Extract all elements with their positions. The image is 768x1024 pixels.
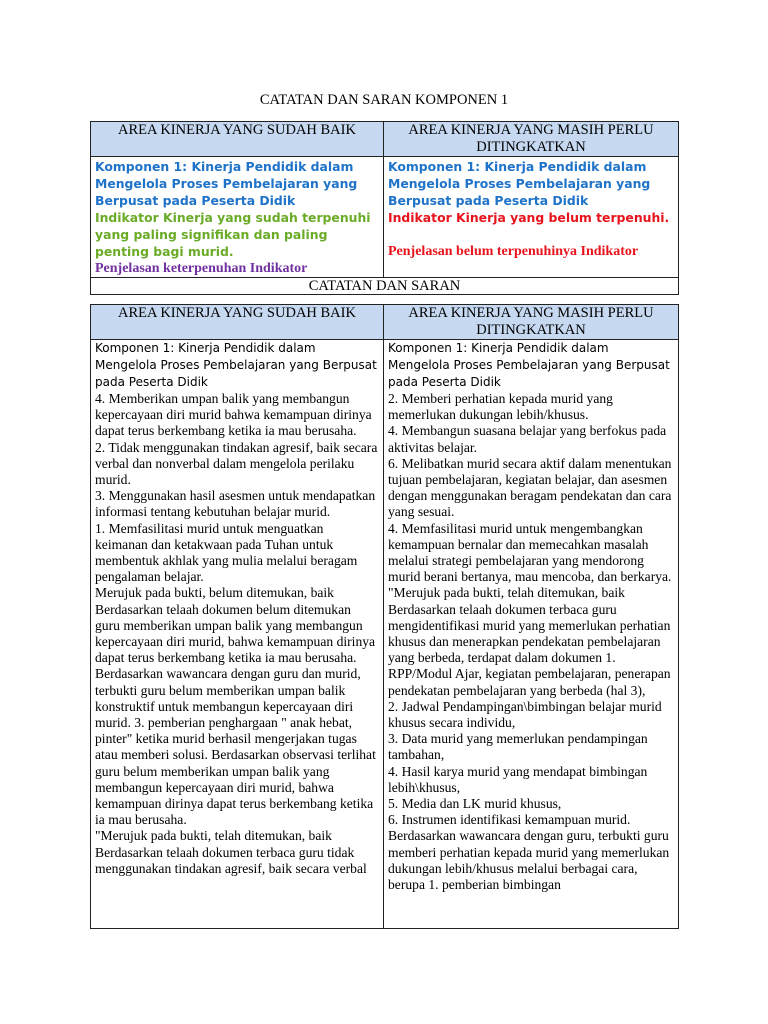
filled-table bbox=[90, 304, 679, 929]
catatan-dan-saran-row: CATATAN DAN SARAN bbox=[91, 278, 679, 295]
list-item: 5. Media dan LK murid khusus, bbox=[388, 796, 562, 812]
perlu-ditingkatkan-content bbox=[388, 340, 674, 928]
komponen-label: Komponen 1: Kinerja Pendidik dalam Mengelola Proses Pembelajaran yang Berpusat pada Peserta Didik bbox=[95, 159, 358, 208]
list-item: 2. Memberi perhatian kepada murid yang memerlukan dukungan lebih/khusus. bbox=[388, 391, 613, 423]
list-item: 4. Memfasilitasi murid untuk mengembangkan kemampuan bernalar dan memecahkan masalah melalui strategi pembelajaran yang mendorong murid berani bertanya, mau mencoba, dan berkarya. bbox=[388, 520, 672, 585]
header-perlu-ditingkatkan: AREA KINERJA YANG MASIH PERLU DITINGKATKAN bbox=[384, 305, 679, 340]
indikator-belum-label: Indikator Kinerja yang belum terpenuhi. bbox=[388, 210, 670, 225]
komponen-text: Komponen 1: Kinerja Pendidik dalam Mengelola Proses Pembelajaran yang Berpusat pada Peserta Didik bbox=[388, 341, 670, 389]
list-item: 2. Tidak menggunakan tindakan agresif, baik secara verbal dan nonverbal dalam mengelola perilaku murid. bbox=[95, 439, 378, 488]
evidence-paragraph: Berdasarkan wawancara dengan guru, terbukti guru memberi perhatian kepada murid yang memerlukan dukungan lebih/khusus melalui berbagai cara, berupa 1. pemberian bimbingan bbox=[388, 828, 670, 893]
komponen-label: Komponen 1: Kinerja Pendidik dalam Mengelola Proses Pembelajaran yang Berpusat pada Peserta Didik bbox=[388, 159, 651, 208]
list-item: 4. Hasil karya murid yang mendapat bimbingan lebih\khusus, bbox=[388, 763, 648, 795]
evidence-paragraph: Merujuk pada bukti, belum ditemukan, baik Berdasarkan telaah dokumen belum ditemukan guru memberikan umpan balik yang membangun kepercayaan diri murid, bahwa kemampuan dirinya dapat terus berkembang ketika ia mau berusaha. Berdasarkan wawancara dengan guru dan murid, terbukti guru belum memberikan umpan balik konstruktif untuk membangun kepercayaan diri murid. 3. pemberian penghargaan " anak hebat, pinter" ketika murid berhasil mengerjakan tugas atau memberi solusi. Berdasarkan observasi terlihat guru belum memberikan umpan balik yang membangun kepercayaan diri murid, bahwa kemampuan dirinya dapat terus berkembang ketika ia mau berusaha. bbox=[95, 585, 376, 828]
indikator-terpenuhi-label: Indikator Kinerja yang sudah terpenuhi yang paling signifikan dan paling penting bagi murid. bbox=[95, 210, 371, 259]
evidence-paragraph: "Merujuk pada bukti, telah ditemukan, baik Berdasarkan telaah dokumen terbaca guru tidak menggunakan tindakan agresif, baik secara verbal bbox=[95, 828, 367, 876]
list-item: 2. Jadwal Pendampingan\bimbingan belajar murid khusus secara individu, bbox=[388, 698, 662, 731]
list-item: 3. Data murid yang memerlukan pendampingan tambahan, bbox=[388, 731, 648, 763]
template-table bbox=[90, 121, 679, 295]
komponen-text: Komponen 1: Kinerja Pendidik dalam Mengelola Proses Pembelajaran yang Berpusat pada Peserta Didik bbox=[95, 341, 377, 389]
list-item: 3. Menggunakan hasil asesmen untuk mendapatkan informasi tentang kebutuhan belajar murid. bbox=[95, 488, 376, 520]
header-sudah-baik: AREA KINERJA YANG SUDAH BAIK bbox=[91, 305, 384, 340]
list-item: 6. Instrumen identifikasi kemampuan murid. bbox=[388, 812, 631, 828]
penjelasan-belum-label: Penjelasan belum terpenuhinya Indikator bbox=[388, 244, 639, 259]
list-item: 6. Melibatkan murid secara aktif dalam menentukan tujuan pembelajaran, kegiatan belajar, dan asesmen dengan menggunakan beragam pendekatan dan cara yang sesuai. bbox=[388, 455, 672, 520]
list-item: 1. Memfasilitasi murid untuk menguatkan keimanan dan ketakwaan pada Tuhan untuk membentuk akhlak yang mulia melalui beragam pengalaman belajar. bbox=[95, 520, 358, 585]
header-perlu-ditingkatkan: AREA KINERJA YANG MASIH PERLU DITINGKATKAN bbox=[384, 122, 679, 157]
sudah-baik-content bbox=[95, 340, 379, 928]
evidence-paragraph: "Merujuk pada bukti, telah ditemukan, baik Berdasarkan telaah dokumen terbaca guru mengidentifikasi murid yang memerlukan perhatian khusus dan menerapkan pendekatan pembelajaran yang berbeda, terdapat dalam dokumen 1. RPP/Modul Ajar, kegiatan pembelajaran, penerapan pendekatan pembelajaran yang berbeda (hal 3), bbox=[388, 585, 671, 698]
penjelasan-label: Penjelasan keterpenuhan Indikator bbox=[95, 261, 308, 276]
document-title: CATATAN DAN SARAN KOMPONEN 1 bbox=[259, 92, 509, 108]
list-item: 4. Membangun suasana belajar yang berfokus pada aktivitas belajar. bbox=[388, 423, 667, 455]
list-item: 4. Memberikan umpan balik yang membangun kepercayaan diri murid bahwa kemampuan dirinya dapat terus berkembang ketika ia mau berusaha. bbox=[95, 391, 372, 439]
header-sudah-baik: AREA KINERJA YANG SUDAH BAIK bbox=[91, 122, 384, 157]
